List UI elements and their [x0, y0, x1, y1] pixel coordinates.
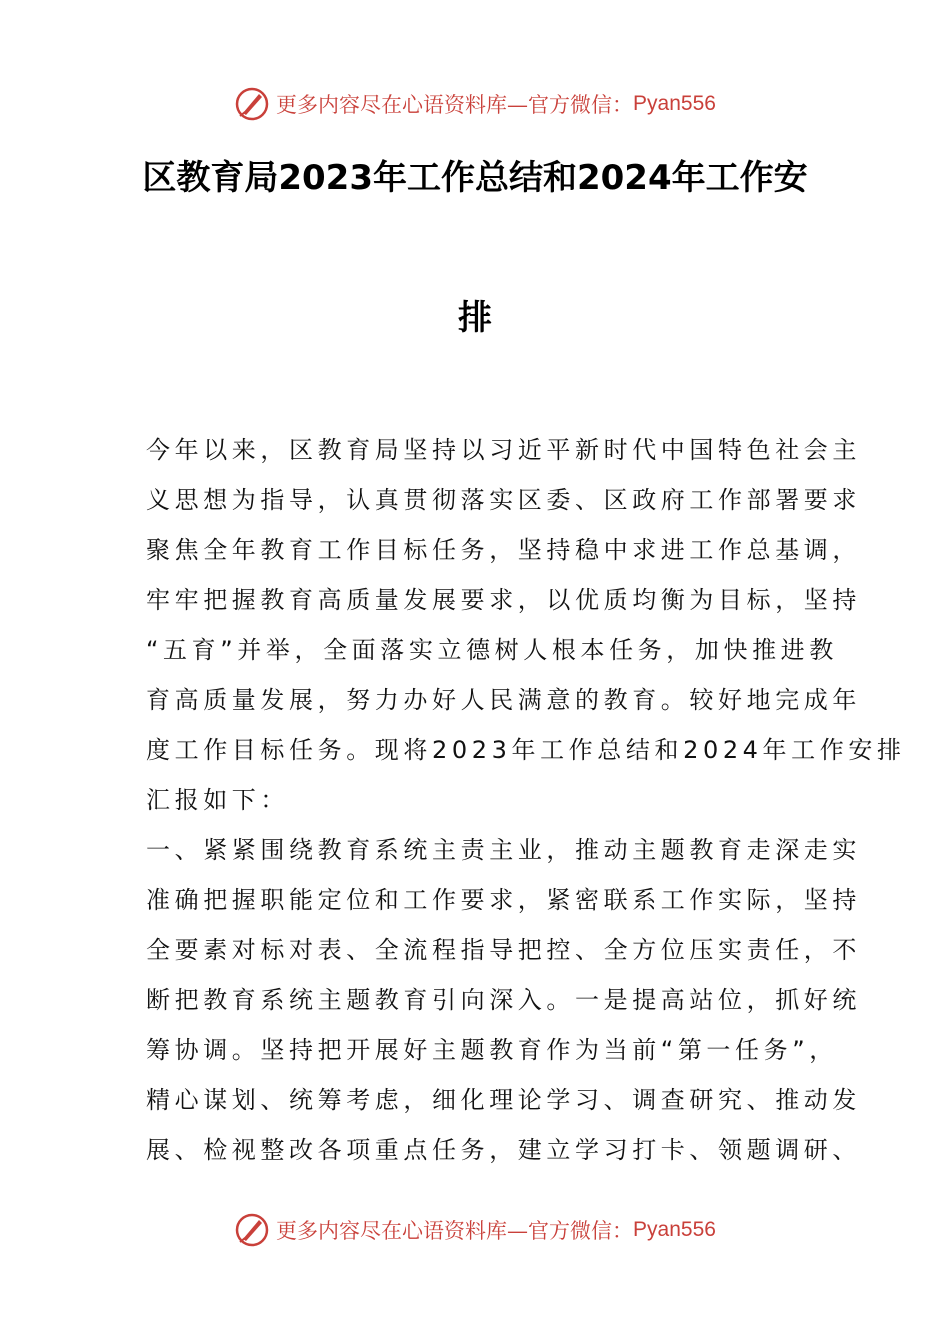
document-body — [146, 428, 906, 1178]
body-line: 准确把握职能定位和工作要求，紧密联系工作实际，坚持 — [146, 886, 861, 914]
watermark-text: 更多内容尽在心语资料库—官方微信： — [276, 93, 634, 117]
document-title-line-2: 排 — [458, 298, 492, 338]
body-line: 聚焦全年教育工作目标任务，坚持稳中求进工作总基调， — [146, 536, 861, 564]
body-line: 牢牢把握教育高质量发展要求，以优质均衡为目标，坚持 — [146, 586, 861, 614]
quill-circle-icon — [234, 1212, 270, 1248]
body-line: 今年以来，区教育局坚持以习近平新时代中国特色社会主 — [146, 436, 861, 464]
body-line: 展、检视整改各项重点任务，建立学习打卡、领题调研、 — [146, 1136, 861, 1164]
quill-circle-icon — [234, 86, 270, 122]
watermark-wechat-id: Pyan556 — [633, 1218, 716, 1241]
body-line: 度工作目标任务。现将2023年工作总结和2024年工作安排 — [146, 736, 906, 764]
watermark-wechat-id: Pyan556 — [633, 92, 716, 115]
body-line: 断把教育系统主题教育引向深入。一是提高站位，抓好统 — [146, 986, 861, 1014]
body-line: 汇报如下： — [146, 786, 289, 814]
watermark-banner-bottom — [0, 1208, 950, 1252]
section-heading-1: 一、紧紧围绕教育系统主责主业，推动主题教育走深走实 — [146, 836, 861, 864]
body-line: 全要素对标对表、全流程指导把控、全方位压实责任，不 — [146, 936, 861, 964]
document-title-line-1: 区教育局2023年工作总结和2024年工作安 — [142, 158, 808, 198]
body-line: 义思想为指导，认真贯彻落实区委、区政府工作部署要求 — [146, 486, 861, 514]
body-line: 筹协调。坚持把开展好主题教育作为当前“第一任务”， — [146, 1036, 838, 1064]
watermark-banner-top — [0, 82, 950, 126]
body-line: “五育”并举，全面落实立德树人根本任务，加快推进教 — [146, 636, 838, 664]
body-line: 育高质量发展，努力办好人民满意的教育。较好地完成年 — [146, 686, 861, 714]
watermark-text: 更多内容尽在心语资料库—官方微信： — [276, 1219, 634, 1243]
body-line: 精心谋划、统筹考虑，细化理论学习、调查研究、推动发 — [146, 1086, 861, 1114]
